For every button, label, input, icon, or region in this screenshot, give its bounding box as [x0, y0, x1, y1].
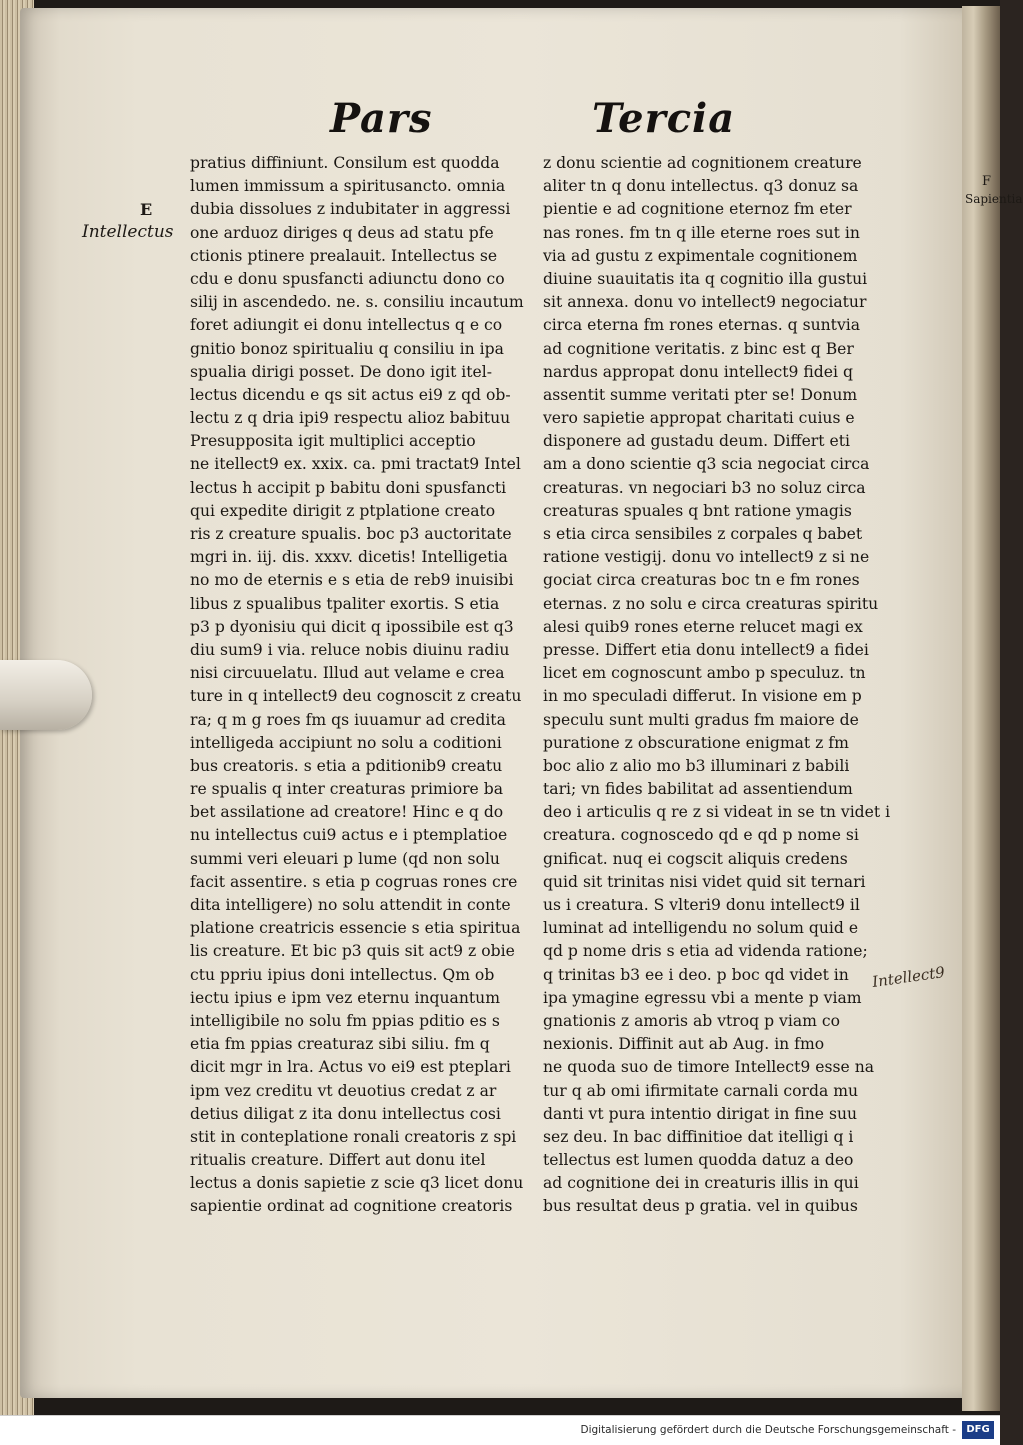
text-line: nas rones. fm tn q ille eterne roes sut in — [543, 223, 860, 242]
text-line: ipa ymagine egressu vbi a mente p viam — [543, 988, 862, 1007]
text-line: cdu e donu spusfancti adiunctu dono co — [190, 269, 505, 288]
text-line: one arduoz diriges q deus ad statu pfe — [190, 223, 494, 242]
text-line: lectus h accipit p babitu doni spusfancti — [190, 478, 507, 497]
text-line: ritualis creature. Differt aut donu itel — [190, 1151, 486, 1170]
text-line: vero sapietie appropat charitati cuius e — [543, 409, 855, 428]
text-line: bet assilatione ad creatore! Hinc e q do — [190, 803, 504, 822]
text-line: gnificat. nuq ei cogscit aliquis credens — [543, 849, 848, 868]
text-line: re spualis q inter creaturas primiore ba — [190, 780, 504, 799]
text-line: z donu scientie ad cognitionem creature — [543, 154, 862, 172]
text-line: gnationis z amoris ab vtroq p viam co — [543, 1011, 840, 1030]
running-head-right: Tercia — [592, 95, 736, 142]
text-line: licet em cognoscunt ambo p speculuz. tn — [543, 664, 866, 683]
text-line: assentit summe veritati pter se! Donum — [543, 385, 858, 404]
text-line: via ad gustu z expimentale cognitionem — [543, 246, 858, 265]
margin-letter-left: E — [140, 200, 153, 219]
text-line: detius diligat z ita donu intellectus cosi — [190, 1104, 501, 1123]
page-clip — [0, 660, 92, 730]
text-line: diuine suauitatis ita q cognitio illa gustui — [543, 269, 868, 288]
text-line: pientie e ad cognitione eternoz fm eter — [543, 200, 852, 219]
text-line: lectu z q dria ipi9 respectu alioz babituu — [190, 409, 511, 428]
text-line: pratius diffiniunt. Consilum est quodda — [190, 154, 500, 172]
text-line: tur q ab omi ifirmitate carnali corda mu — [543, 1081, 859, 1100]
handwritten-margin-note: Intellect9 — [871, 963, 946, 991]
margin-note-left: Intellectus — [82, 222, 174, 242]
right-page-edges — [962, 6, 1023, 1411]
running-head-left: Pars — [330, 95, 433, 142]
text-line: diu sum9 i via. reluce nobis diuinu radiu — [190, 640, 510, 659]
text-line: ad cognitione veritatis. z binc est q Ber — [543, 339, 854, 358]
text-line: mgri in. iij. dis. xxxv. dicetis! Intelligetia — [190, 548, 508, 567]
text-line: ra; q m g roes fm qs iuuamur ad credita — [190, 710, 506, 729]
text-line: etia fm ppias creaturaz sibi siliu. fm q — [190, 1035, 490, 1054]
text-line: s etia circa sensibiles z corpales q babet — [543, 525, 863, 543]
text-line: sit annexa. donu vo intellect9 negociatur — [543, 293, 867, 312]
text-column-right — [543, 152, 891, 1219]
text-line: ctu ppriu ipius doni intellectus. Qm ob — [190, 965, 495, 984]
text-line: nisi circuuelatu. Illud aut velame e crea — [190, 664, 505, 683]
text-line: iectu ipius e ipm vez eternu inquantum — [190, 988, 500, 1007]
text-line: am a dono scientie q3 scia negociat circa — [543, 455, 870, 474]
text-line: tellectus est lumen quodda datuz a deo — [543, 1151, 854, 1170]
text-line: luminat ad intelligendu no solum quid e — [543, 919, 859, 938]
text-line: intelligeda accipiunt no solu a coditioni — [190, 733, 502, 752]
text-line: ris z creature spualis. boc p3 auctoritate — [190, 525, 512, 543]
text-line: sez deu. In bac diffinitioe dat itelligi q i — [543, 1127, 854, 1146]
text-line: us i creatura. S vlteri9 donu intellect9 il — [543, 896, 860, 914]
text-line: disponere ad gustadu deum. Differt eti — [543, 432, 850, 451]
text-line: spualia dirigi posset. De dono igit itel- — [190, 362, 493, 381]
text-line: summi veri eleuari p lume (qd non solu — [190, 849, 500, 868]
text-column-left — [190, 152, 530, 1219]
text-line: ne itellect9 ex. xxix. ca. pmi tractat9 Intel — [190, 455, 521, 474]
text-line: Presupposita igit multiplici acceptio — [190, 432, 476, 451]
text-line: dubia dissolues z indubitater in aggressi — [190, 200, 511, 219]
text-line: circa eterna fm rones eternas. q suntvia — [543, 316, 861, 335]
text-line: qd p nome dris s etia ad videnda ratione; — [543, 942, 868, 961]
text-line: creatura. cognoscedo qd e qd p nome si — [543, 826, 859, 845]
text-line: bus creatoris. s etia a pditionib9 creatu — [190, 756, 503, 775]
text-line: lectus a donis sapietie z scie q3 licet donu — [190, 1174, 524, 1193]
text-line: danti vt pura intentio dirigat in fine suu — [543, 1104, 858, 1123]
text-line: stit in conteplatione ronali creatoris z spi — [190, 1127, 517, 1146]
text-line: facit assentire. s etia p cogruas rones cre — [190, 872, 518, 891]
text-line: nexionis. Diffinit aut ab Aug. in fmo — [543, 1035, 825, 1054]
text-line: lis creature. Et bic p3 quis sit act9 z obie — [190, 942, 515, 961]
footer-bar — [0, 1415, 1000, 1445]
text-line: deo i articulis q re z si videat in se tn videt i — [543, 803, 891, 822]
text-line: nardus appropat donu intellect9 fidei q — [543, 362, 853, 381]
text-line: dicit mgr in lra. Actus vo ei9 est pteplari — [190, 1058, 511, 1077]
text-line: ctionis ptinere prealauit. Intellectus se — [190, 246, 498, 265]
text-line: sapientie ordinat ad cognitione creatoris — [190, 1197, 513, 1216]
text-line: in mo speculadi differut. In visione em p — [543, 687, 862, 706]
footer-credit: Digitalisierung gefördert durch die Deutsche Forschungsgemeinschaft - — [580, 1424, 956, 1436]
text-line: ipm vez creditu vt deuotius credat z ar — [190, 1081, 497, 1100]
text-line: silij in ascendedo. ne. s. consiliu incautum — [190, 293, 524, 312]
text-line: creaturas. vn negociari b3 no soluz circa — [543, 478, 866, 497]
text-line: quid sit trinitas nisi videt quid sit ternari — [543, 872, 866, 891]
text-line: nu intellectus cui9 actus e i ptemplatioe — [190, 826, 508, 845]
text-line: presse. Differt etia donu intellect9 a fidei — [543, 640, 869, 659]
text-line: foret adiungit ei donu intellectus q e co — [190, 316, 503, 335]
text-line: alesi quib9 rones eterne relucet magi ex — [543, 617, 863, 636]
text-line: lumen immissum a spiritusancto. omnia — [190, 177, 506, 196]
text-line: lectus dicendu e qs sit actus ei9 z qd ob- — [190, 385, 511, 404]
text-line: qui expedite dirigit z ptplatione creato — [190, 501, 496, 520]
text-line: gociat circa creaturas boc tn e fm rones — [543, 571, 860, 590]
text-line: speculu sunt multi gradus fm maiore de — [543, 710, 859, 729]
text-line: ture in q intellect9 deu cognoscit z creatu — [190, 687, 522, 706]
text-line: gnitio bonoz spiritualiu q consiliu in ipa — [190, 339, 504, 358]
text-line: creaturas spuales q bnt ratione ymagis — [543, 501, 852, 520]
text-line: platione creatricis essencie s etia spiritua — [190, 919, 521, 938]
margin-note-right: Sapientia — [965, 192, 1023, 206]
text-line: bus resultat deus p gratia. vel in quibus — [543, 1197, 858, 1216]
text-line: ratione vestigij. donu vo intellect9 z si ne — [543, 548, 870, 567]
dfg-logo[interactable]: DFG — [962, 1421, 994, 1439]
text-line: libus z spualibus tpaliter exortis. S etia — [190, 594, 500, 613]
text-line: intelligibile no solu fm ppias pditio es s — [190, 1011, 500, 1030]
text-line: boc alio z alio mo b3 illuminari z babili — [543, 756, 850, 775]
text-line: tari; vn fides babilitat ad assentiendum — [543, 780, 853, 799]
text-line: p3 p dyonisiu qui dicit q ipossibile est q3 — [190, 617, 514, 636]
text-line: no mo de eternis e s etia de reb9 inuisibi — [190, 571, 514, 590]
text-line: ad cognitione dei in creaturis illis in qui — [543, 1174, 859, 1193]
text-line: puratione z obscuratione enigmat z fm — [543, 733, 849, 752]
margin-letter-right: F — [982, 174, 992, 189]
text-line: dita intelligere) no solu attendit in conte — [190, 896, 511, 914]
text-line: eternas. z no solu e circa creaturas spiritu — [543, 594, 879, 613]
text-line: aliter tn q donu intellectus. q3 donuz sa — [543, 177, 859, 196]
text-line: q trinitas b3 ee i deo. p boc qd videt in — [543, 965, 849, 984]
text-line: ne quoda suo de timore Intellect9 esse na — [543, 1058, 875, 1077]
